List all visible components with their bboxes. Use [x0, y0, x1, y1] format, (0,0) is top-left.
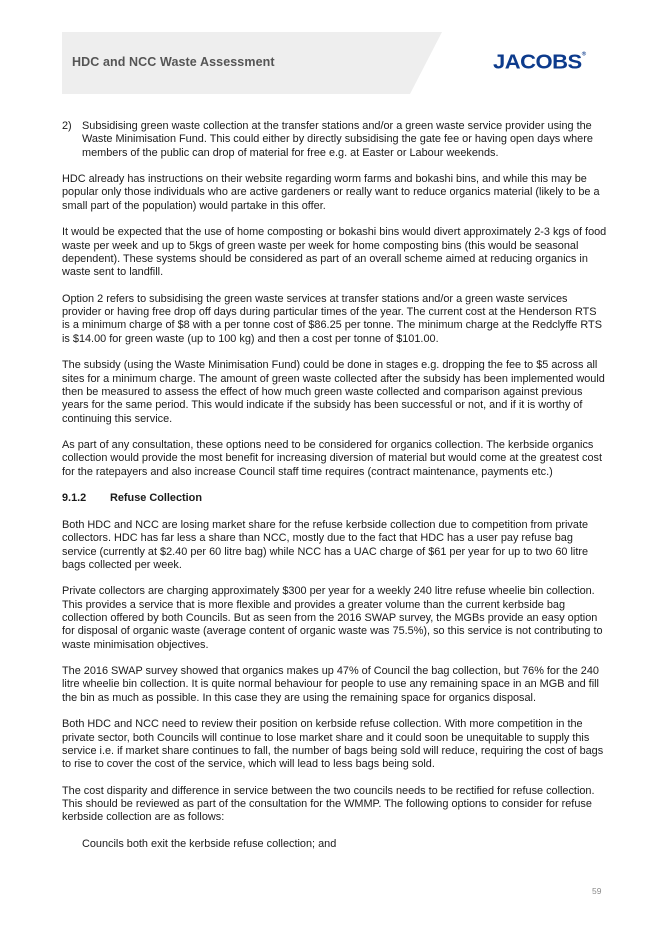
paragraph-9: Both HDC and NCC need to review their position on kerbside refuse collection. With more competition in the private sector, both Councils will continue to lose market share and it could soon be unequitable to supply this service i.e. if market share continues to fall, the number of bags being sold will reduce, requiring the cost of bags to rise to cover the cost of the service, which will lead to less bags being sold.: [62, 718, 604, 771]
paragraph-3: Option 2 refers to subsidising the green waste services at transfer stations and/or a green waste services provider or having free drop off days during particular times of the year. The current cost at the Henderson RTS is a minimum charge of $8 with a per tonne cost of $86.25 per tonne. The minimum charge at the Redclyffe RTS is $14.00 for green waste (up to 100 kg) and then a cost per tonne of $101.00.: [62, 292, 602, 345]
paragraph-4: The subsidy (using the Waste Minimisation Fund) could be done in stages e.g. dropping the fee to $5 across all sites for a minimum charge. The amount of green waste collected after the subsidy has been implemented would then be measured to assess the effect of how much green waste collected and comparison against previous years for the same period. This would indicate if the subsidy has been successful or not, and if it is worthy of continuing this service.: [62, 359, 605, 425]
paragraph-2: It would be expected that the use of home composting or bokashi bins would divert approximately 2-3 kgs of food waste per week and up to 5kgs of green waste per week for home composting bins (this would be seasonal dependent). These systems should be considered as part of an overall scheme aimed at reducing organics in waste sent to landfill.: [62, 226, 607, 279]
bullet-item: [62, 838, 607, 851]
logo-registered-mark: ®: [581, 51, 586, 58]
page-number: 59: [592, 886, 602, 896]
section-number: 9.1.2: [62, 492, 87, 505]
item-number: 2): [62, 120, 72, 132]
section-heading: [62, 492, 607, 505]
item-text: Subsidising green waste collection at the transfer stations and/or a green waste service provider using the Waste Minimisation Fund. This could either by directly subsidising the gate fee or having open days where members of the public can drop of material for free e.g. at Easter or Labour weekends.: [82, 120, 593, 159]
paragraph-6: Both HDC and NCC are losing market share for the refuse kerbside collection due to competition from private collectors. HDC has far less a share than NCC, mostly due to the fact that HDC has a user pay refuse bag service (currently at $2.40 per 60 litre bag) while NCC has a UAC charge of $61 per year for up to two 60 litre bags collected per week.: [62, 518, 589, 571]
paragraph-1: HDC already has instructions on their website regarding worm farms and bokashi bins, and while this may be popular only those individuals who are active gardeners or really want to reduce organics material (likely to be a small part of the population) would partake in this offer.: [62, 173, 600, 212]
section-title: Refuse Collection: [110, 492, 202, 505]
paragraph-8: The 2016 SWAP survey showed that organics makes up 47% of Council the bag collection, but 76% for the 240 litre wheelie bin collection. It is quite normal behaviour for people to use any remaining space in an MGB and fill the bin as much as possible. In this case they are using the remaining space for organics disposal.: [62, 665, 599, 704]
paragraph-10: The cost disparity and difference in service between the two councils needs to be rectified for refuse collection. This should be reviewed as part of the consultation for the WMMP. The following options to consider for refuse kerbside collection are as follows:: [62, 784, 595, 824]
jacobs-logo: [493, 50, 586, 74]
logo-text: JACOBS: [493, 50, 582, 73]
bullet-text: Councils both exit the kerbside refuse collection; and: [82, 838, 337, 851]
paragraph-7: Private collectors are charging approximately $300 per year for a weekly 240 litre refuse wheelie bin collection. This provides a service that is more flexible and provides a greater volume than the current kerbside bag collection offered by both Councils. But as seen from the 2016 SWAP survey, the MGBs provide an easy option for disposal of organic waste (average content of organic waste was 75.5%), so this service is not contributing to waste minimisation objectives.: [62, 585, 603, 651]
numbered-item-2: [62, 120, 607, 160]
bullet-mark: [62, 838, 82, 851]
paragraph-5: As part of any consultation, these options need to be considered for organics collection. The kerbside organics collection would provide the most benefit for increasing diversion of material but would come at the greatest cost for the ratepayers and also increase Council staff time requires (contract maintenance, payments etc.): [62, 439, 602, 478]
document-title: HDC and NCC Waste Assessment: [72, 55, 275, 69]
page-content: [62, 120, 607, 851]
